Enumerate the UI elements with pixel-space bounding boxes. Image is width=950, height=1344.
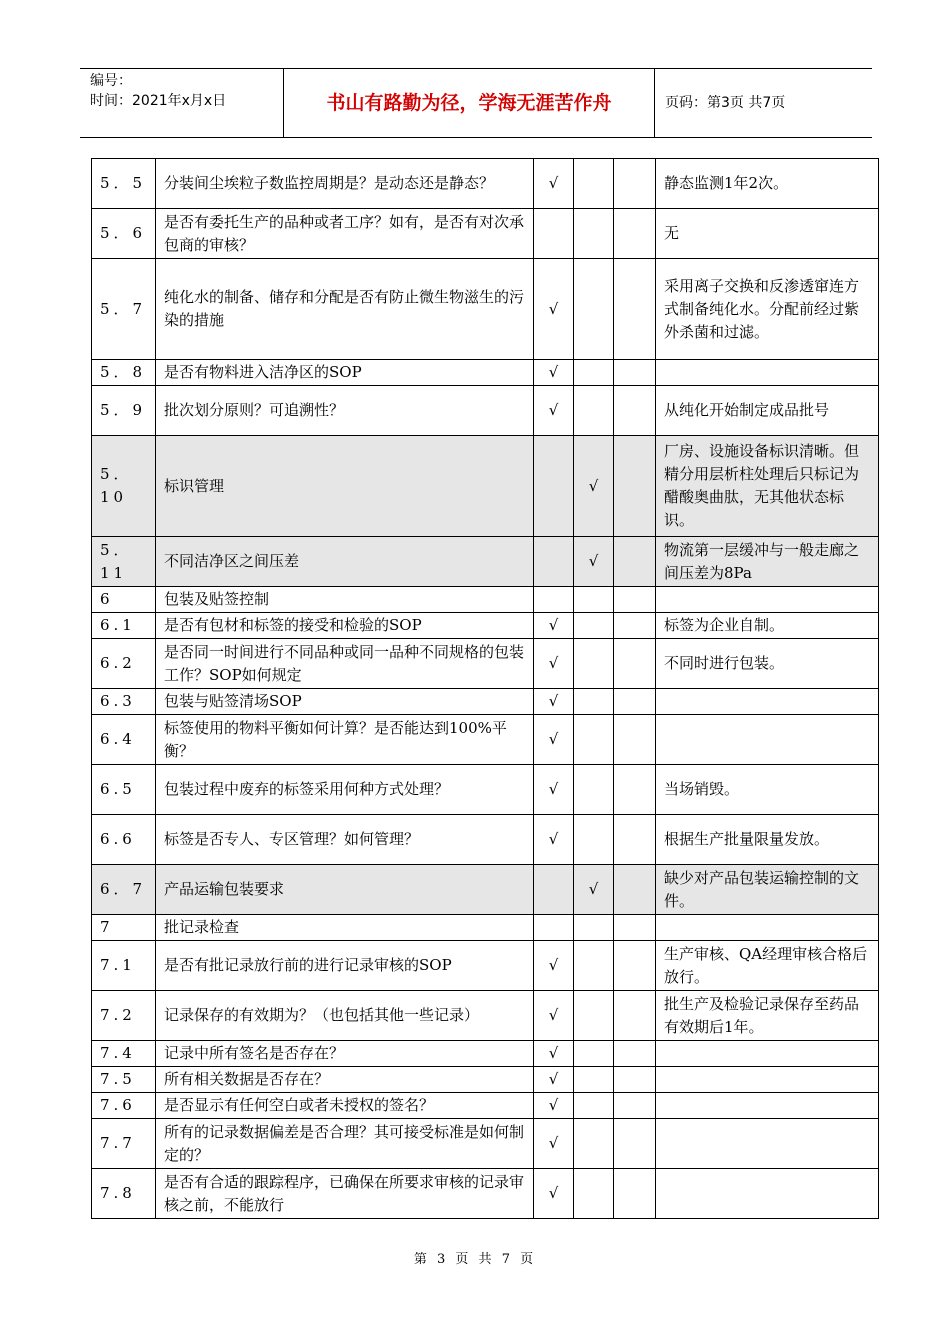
row-number: 6.3 [92, 689, 156, 715]
row-number: 6 [92, 587, 156, 613]
row-item: 分装间尘埃粒子数监控周期是？是动态还是静态？ [156, 159, 534, 209]
check-cell-na [614, 1041, 656, 1067]
check-cell-yes: √ [534, 639, 574, 689]
row-remark [656, 1093, 879, 1119]
row-remark [656, 689, 879, 715]
row-item: 是否显示有任何空白或者未授权的签名？ [156, 1093, 534, 1119]
row-remark [656, 1119, 879, 1169]
check-cell-na [614, 537, 656, 587]
row-number: 7.4 [92, 1041, 156, 1067]
row-remark: 物流第一层缓冲与一般走廊之间压差为8Pa [656, 537, 879, 587]
header-motto: 书山有路勤为径，学海无涯苦作舟 [283, 69, 655, 137]
check-cell-yes [534, 209, 574, 259]
row-item: 包装过程中废弃的标签采用何种方式处理？ [156, 765, 534, 815]
row-item: 所有相关数据是否存在？ [156, 1067, 534, 1093]
row-number: 7.2 [92, 991, 156, 1041]
row-remark: 静态监测1年2次。 [656, 159, 879, 209]
row-item: 批记录检查 [156, 915, 534, 941]
check-cell-yes: √ [534, 613, 574, 639]
row-item: 是否有批记录放行前的进行记录审核的SOP [156, 941, 534, 991]
check-cell-no [574, 360, 614, 386]
row-item: 纯化水的制备、储存和分配是否有防止微生物滋生的污染的措施 [156, 259, 534, 360]
check-cell-no [574, 1067, 614, 1093]
code-label: 编号： [90, 73, 132, 89]
check-cell-na [614, 159, 656, 209]
check-cell-no [574, 613, 614, 639]
check-cell-na [614, 436, 656, 537]
row-number: 6．7 [92, 865, 156, 915]
table-row [92, 537, 879, 587]
table-row [92, 360, 879, 386]
row-item: 是否有合适的跟踪程序，已确保在所要求审核的记录审核之前，不能放行 [156, 1169, 534, 1219]
check-cell-na [614, 915, 656, 941]
check-cell-yes: √ [534, 159, 574, 209]
row-remark: 生产审核、QA经理审核合格后放行。 [656, 941, 879, 991]
time-label: 时间：2021年x月x日 [90, 93, 227, 109]
table-row [92, 1119, 879, 1169]
page-footer: 第 3 页 共 7 页 [413, 1252, 537, 1267]
row-remark [656, 1169, 879, 1219]
row-remark: 从纯化开始制定成品批号 [656, 386, 879, 436]
table-row [92, 613, 879, 639]
check-cell-na [614, 209, 656, 259]
table-row [92, 991, 879, 1041]
table-row [92, 1169, 879, 1219]
check-cell-na [614, 865, 656, 915]
check-cell-na [614, 1119, 656, 1169]
row-remark: 厂房、设施设备标识清晰。但精分用层析柱处理后只标记为醋酸奥曲肽，无其他状态标识。 [656, 436, 879, 537]
check-cell-no [574, 815, 614, 865]
row-item: 产品运输包装要求 [156, 865, 534, 915]
row-number: 5．6 [92, 209, 156, 259]
header-page-info: 页码：第3页 共7页 [665, 95, 786, 111]
row-number: 6.1 [92, 613, 156, 639]
row-number: 5．7 [92, 259, 156, 360]
row-number: 5．10 [92, 436, 156, 537]
check-cell-yes: √ [534, 360, 574, 386]
row-item: 记录中所有签名是否存在？ [156, 1041, 534, 1067]
page-header [80, 68, 872, 138]
check-cell-na [614, 1169, 656, 1219]
row-item: 标识管理 [156, 436, 534, 537]
check-cell-no [574, 915, 614, 941]
check-cell-no: √ [574, 537, 614, 587]
table-row [92, 1093, 879, 1119]
table-row [92, 436, 879, 537]
row-number: 5．5 [92, 159, 156, 209]
check-cell-na [614, 689, 656, 715]
row-remark: 无 [656, 209, 879, 259]
check-cell-yes: √ [534, 765, 574, 815]
row-item: 是否有物料进入洁净区的SOP [156, 360, 534, 386]
row-item: 标签是否专人、专区管理？如何管理？ [156, 815, 534, 865]
check-cell-na [614, 715, 656, 765]
check-cell-no: √ [574, 436, 614, 537]
check-cell-no [574, 1119, 614, 1169]
check-cell-no [574, 259, 614, 360]
check-cell-yes [534, 915, 574, 941]
check-cell-yes: √ [534, 1093, 574, 1119]
row-number: 7.8 [92, 1169, 156, 1219]
row-number: 7 [92, 915, 156, 941]
inspection-table-body [92, 159, 879, 1219]
row-remark [656, 1067, 879, 1093]
row-remark: 根据生产批量限量发放。 [656, 815, 879, 865]
table-row [92, 1067, 879, 1093]
check-cell-na [614, 386, 656, 436]
row-number: 6.4 [92, 715, 156, 765]
check-cell-no [574, 1041, 614, 1067]
table-row [92, 815, 879, 865]
table-row [92, 159, 879, 209]
table-row [92, 915, 879, 941]
check-cell-no [574, 689, 614, 715]
table-row [92, 1041, 879, 1067]
check-cell-na [614, 765, 656, 815]
row-item: 所有的记录数据偏差是否合理？其可接受标准是如何制定的？ [156, 1119, 534, 1169]
check-cell-na [614, 639, 656, 689]
check-cell-na [614, 1067, 656, 1093]
check-cell-yes: √ [534, 941, 574, 991]
row-remark: 采用离子交换和反渗透窜连方式制备纯化水。分配前经过紫外杀菌和过滤。 [656, 259, 879, 360]
check-cell-no [574, 1093, 614, 1119]
check-cell-no [574, 159, 614, 209]
check-cell-yes: √ [534, 1119, 574, 1169]
check-cell-no [574, 991, 614, 1041]
row-number: 5．9 [92, 386, 156, 436]
row-item: 是否有包材和标签的接受和检验的SOP [156, 613, 534, 639]
row-remark: 缺少对产品包装运输控制的文件。 [656, 865, 879, 915]
row-item: 不同洁净区之间压差 [156, 537, 534, 587]
table-row [92, 941, 879, 991]
check-cell-no [574, 639, 614, 689]
check-cell-na [614, 587, 656, 613]
row-remark [656, 715, 879, 765]
check-cell-na [614, 360, 656, 386]
check-cell-yes: √ [534, 991, 574, 1041]
check-cell-no: √ [574, 865, 614, 915]
check-cell-na [614, 259, 656, 360]
check-cell-yes: √ [534, 1169, 574, 1219]
check-cell-na [614, 941, 656, 991]
row-item: 是否有委托生产的品种或者工序？如有，是否有对次承包商的审核？ [156, 209, 534, 259]
check-cell-na [614, 815, 656, 865]
check-cell-no [574, 386, 614, 436]
check-cell-yes [534, 865, 574, 915]
row-number: 7.6 [92, 1093, 156, 1119]
check-cell-yes: √ [534, 815, 574, 865]
row-item: 标签使用的物料平衡如何计算？是否能达到100%平衡？ [156, 715, 534, 765]
table-row [92, 715, 879, 765]
row-remark [656, 587, 879, 613]
row-number: 5．11 [92, 537, 156, 587]
table-row [92, 587, 879, 613]
check-cell-no [574, 209, 614, 259]
table-row [92, 689, 879, 715]
header-left [80, 69, 283, 137]
row-remark: 标签为企业自制。 [656, 613, 879, 639]
table-row [92, 865, 879, 915]
row-number: 6.2 [92, 639, 156, 689]
row-number: 6.6 [92, 815, 156, 865]
row-number: 6.5 [92, 765, 156, 815]
row-item: 包装与贴签清场SOP [156, 689, 534, 715]
inspection-table [91, 158, 879, 1219]
check-cell-no [574, 715, 614, 765]
check-cell-yes [534, 587, 574, 613]
row-item: 包装及贴签控制 [156, 587, 534, 613]
row-remark: 不同时进行包装。 [656, 639, 879, 689]
row-item: 批次划分原则？可追溯性？ [156, 386, 534, 436]
row-item: 是否同一时间进行不同品种或同一品种不同规格的包装工作？SOP如何规定 [156, 639, 534, 689]
row-remark: 批生产及检验记录保存至药品有效期后1年。 [656, 991, 879, 1041]
check-cell-yes [534, 537, 574, 587]
check-cell-no [574, 941, 614, 991]
check-cell-no [574, 765, 614, 815]
check-cell-yes: √ [534, 715, 574, 765]
check-cell-na [614, 991, 656, 1041]
table-row [92, 765, 879, 815]
row-remark: 当场销毁。 [656, 765, 879, 815]
check-cell-yes [534, 436, 574, 537]
row-number: 7.5 [92, 1067, 156, 1093]
table-row [92, 386, 879, 436]
check-cell-yes: √ [534, 1041, 574, 1067]
check-cell-yes: √ [534, 259, 574, 360]
table-row [92, 209, 879, 259]
row-remark [656, 1041, 879, 1067]
row-item: 记录保存的有效期为？（也包括其他一些记录） [156, 991, 534, 1041]
check-cell-no [574, 1169, 614, 1219]
check-cell-na [614, 1093, 656, 1119]
table-row [92, 639, 879, 689]
check-cell-yes: √ [534, 1067, 574, 1093]
check-cell-yes: √ [534, 386, 574, 436]
check-cell-yes: √ [534, 689, 574, 715]
check-cell-no [574, 587, 614, 613]
row-remark [656, 915, 879, 941]
row-number: 7.7 [92, 1119, 156, 1169]
row-remark [656, 360, 879, 386]
row-number: 7.1 [92, 941, 156, 991]
table-row [92, 259, 879, 360]
row-number: 5．8 [92, 360, 156, 386]
check-cell-na [614, 613, 656, 639]
